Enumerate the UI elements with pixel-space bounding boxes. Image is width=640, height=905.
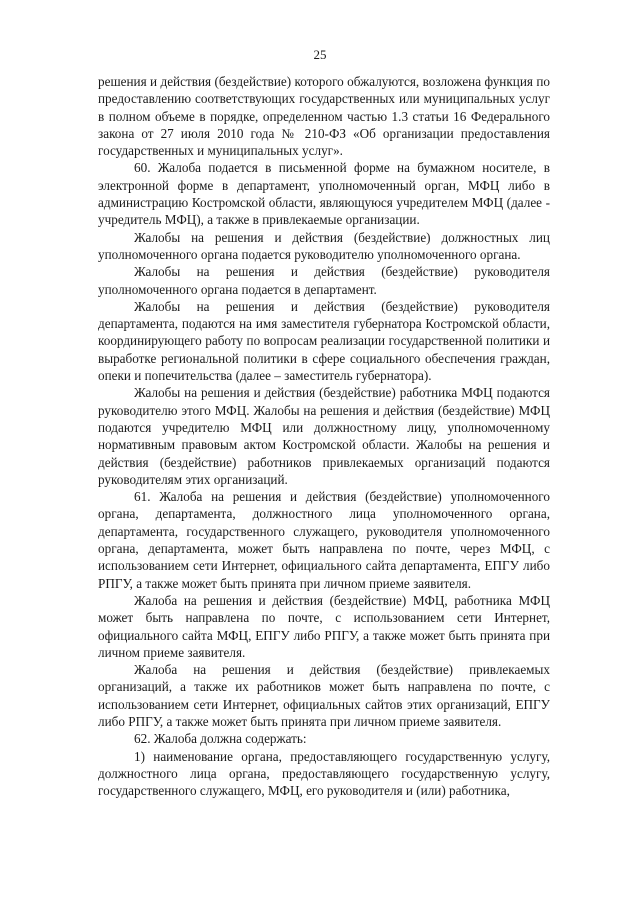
paragraph: Жалоба на решения и действия (бездействие) МФЦ, работника МФЦ может быть направлена по почте, с использованием сети Интернет, официального сайта МФЦ, ЕПГУ либо РПГУ, а также может быть принята при личном приеме заявителя. [98,592,550,660]
paragraph: Жалоба на решения и действия (бездействие) привлекаемых организаций, а также их работников может быть направлена по почте, с использованием сети Интернет, официальных сайтов этих организаций, ЕПГУ либо РПГУ, а также может быть принята при личном приеме заявителя. [98,662,550,729]
document-body [98,73,550,799]
page-number: 25 [313,47,327,62]
paragraph: 60. Жалоба подается в письменной форме на бумажном носителе, в электронной форме в департамент, уполномоченный орган, МФЦ либо в администрацию Костромской области, являющуюся учредителем МФЦ (далее - учредитель МФЦ), а также в привлекаемые организации. [98,160,550,228]
paragraph: 62. Жалоба должна содержать: [134,731,307,747]
paragraph: 61. Жалоба на решения и действия (бездействие) уполномоченного органа, департамента, должностного лица уполномоченного органа, департамента, государственного служащего, руководителя уполномоченного органа, департамента, может быть направлена по почте, через МФЦ, с использованием сети Интернет, официального сайта департамента, ЕПГУ либо РПГУ, а также может быть принята при личном приеме заявителя. [98,489,550,591]
paragraph: Жалобы на решения и действия (бездействие) руководителя уполномоченного органа подается в департамент. [98,264,550,297]
paragraph: Жалобы на решения и действия (бездействие) должностных лиц уполномоченного органа подается руководителю уполномоченного органа. [98,229,550,262]
paragraph: Жалобы на решения и действия (бездействие) работника МФЦ подаются руководителю этого МФЦ. Жалобы на решения и действия (бездействие) МФЦ подаются учредителю МФЦ или должностному лицу, уполномоченному нормативным правовым актом Костромской области. Жалобы на решения и действия (бездействие) работников привлекаемых организаций подаются руководителям этих организаций. [98,385,550,487]
paragraph: решения и действия (бездействие) которого обжалуются, возложена функция по предоставлению соответствующих государственных или муниципальных услуг в полном объеме в порядке, определенном частью 1.3 статьи 16 Федерального закона от 27 июля 2010 года № 210-ФЗ «Об организации предоставления государственных и муниципальных услуг». [98,74,550,159]
paragraph: Жалобы на решения и действия (бездействие) руководителя департамента, подаются на имя заместителя губернатора Костромской области, координирующего работу по вопросам реализации государственной политики и выработке региональной политики в сфере социального обеспечения граждан, опеки и попечительства (далее – заместитель губернатора). [98,298,550,384]
paragraph: 1) наименование органа, предоставляющего государственную услугу, должностного лица органа, предоставляющего государственную услугу, государственного служащего, МФЦ, его руководителя и (или) работника, [98,748,550,799]
